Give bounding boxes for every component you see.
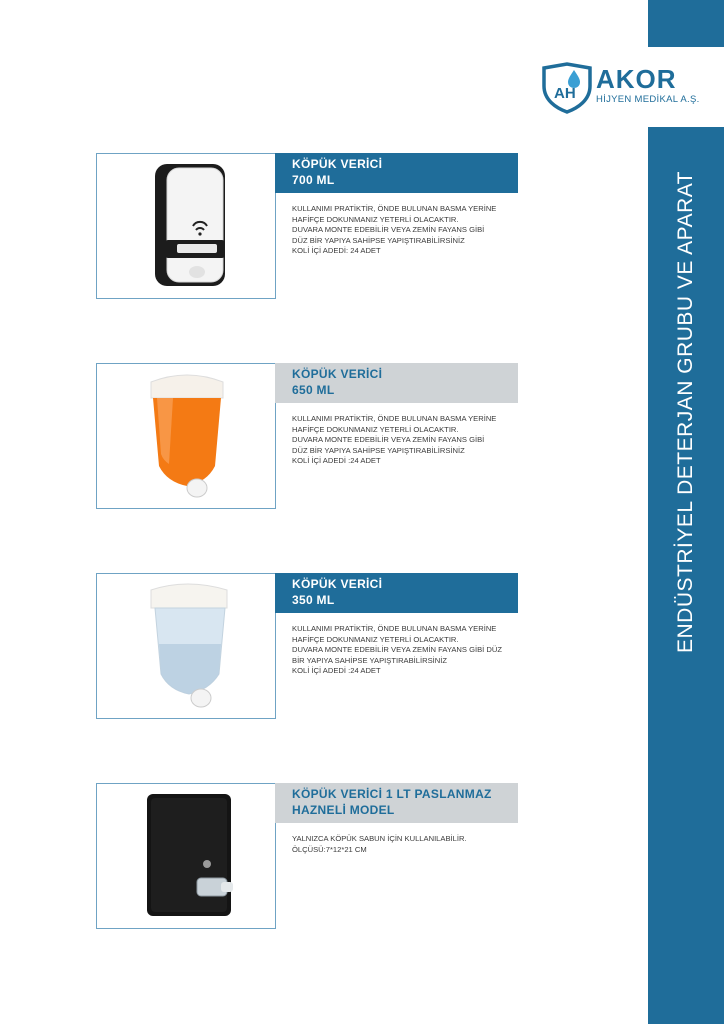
- product-description: KULLANIMI PRATİKTİR, ÖNDE BULUNAN BASMA YERİNE HAFİFÇE DOKUNMANIZ YETERLİ OLACAKTIR. DUVARA MONTE EDEBİLİR VEYA ZEMİN FAYANS GİBİ DÜZ BİR YAPIYA SAHİPSE YAPIŞTIRABİLİRSİNİZ KOLİ İÇİ ADEDİ: 24 ADET: [292, 204, 497, 256]
- product-title: KÖPÜK VERİCİ 650 ML: [275, 363, 518, 403]
- product-description: YALNIZCA KÖPÜK SABUN İÇİN KULLANILABİLİR. ÖLÇÜSÜ:7*12*21 CM: [292, 834, 467, 854]
- brand-logo: [540, 62, 700, 114]
- svg-text:AH: AH: [554, 85, 576, 102]
- brand-subtitle: HİJYEN MEDİKAL A.Ş.: [596, 94, 700, 105]
- brand-name: AKOR: [596, 64, 677, 94]
- product-card: [96, 573, 518, 719]
- product-title: KÖPÜK VERİCİ 350 ML: [275, 573, 518, 613]
- shield-icon: [540, 62, 594, 114]
- product-description: KULLANIMI PRATİKTİR, ÖNDE BULUNAN BASMA YERİNE HAFİFÇE DOKUNMANIZ YETERLİ OLACAKTIR. DUVARA MONTE EDEBİLİR VEYA ZEMİN FAYANS GİBİ DÜZ BİR YAPIYA SAHİPSE YAPIŞTIRABİLİRSİNİZ KOLİ İÇİ ADEDİ :24 ADET: [292, 414, 497, 466]
- product-image: [96, 573, 276, 719]
- product-title: KÖPÜK VERİCİ 700 ML: [275, 153, 518, 193]
- product-card: [96, 153, 518, 299]
- product-title: KÖPÜK VERİCİ 1 LT PASLANMAZ HAZNELİ MODEL: [275, 783, 518, 823]
- product-image: [96, 783, 276, 929]
- sidebar-top-band: [648, 0, 724, 47]
- product-description: KULLANIMI PRATİKTİR, ÖNDE BULUNAN BASMA YERİNE HAFİFÇE DOKUNMANIZ YETERLİ OLACAKTIR. DUVARA MONTE EDEBİLİR VEYA ZEMİN FAYANS GİBİ DÜZ BİR YAPIYA SAHİPSE YAPIŞTIRABİLİRSİNİZ KOLİ İÇİ ADEDİ :24 ADET: [292, 624, 502, 676]
- product-card: [96, 783, 518, 929]
- product-image: [96, 153, 276, 299]
- product-card: [96, 363, 518, 509]
- product-image: [96, 363, 276, 509]
- sidebar-title: ENDÜSTRİYEL DETERJAN GRUBU VE APARAT: [674, 170, 697, 654]
